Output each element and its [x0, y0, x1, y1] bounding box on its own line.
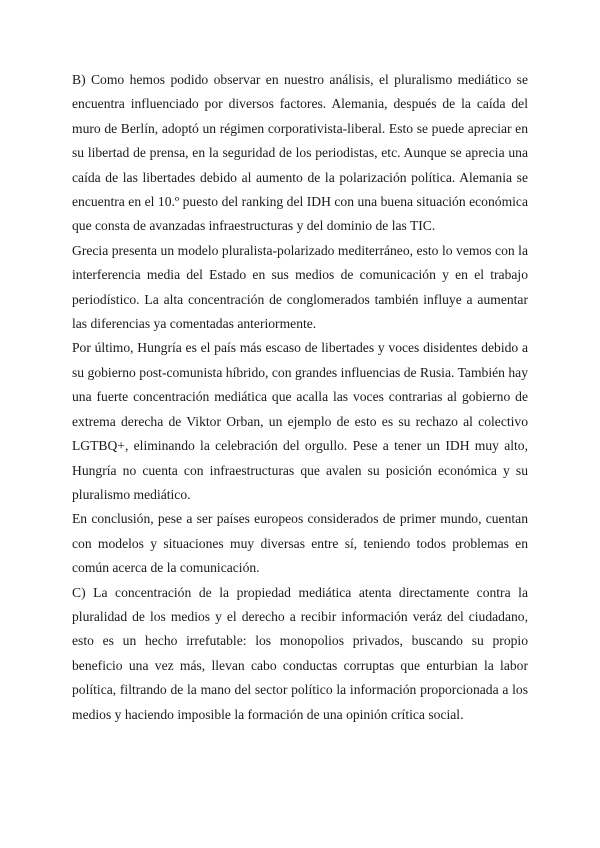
paragraph-hungary: Por último, Hungría es el país más escaso de libertades y voces disidentes debido a su gobierno post-comunista híbrido, con grandes influencias de Rusia. También hay una fuerte concentración mediática que acalla las voces contrarias al gobierno de extrema derecha de Viktor Orban, un ejemplo de esto es su rechazo al colectivo LGTBQ+, eliminando la celebración del orgullo. Pese a tener un IDH muy alto, Hungría no cuenta con infraestructuras que avalen su posición económica y su pluralismo mediático. [72, 340, 528, 502]
paragraph-greece: Grecia presenta un modelo pluralista-polarizado mediterráneo, esto lo vemos con la interferencia media del Estado en sus medios de comunicación y en el trabajo periodístico. La alta concentración de conglomerados también influye a aumentar las diferencias ya comentadas anteriormente. [72, 242, 528, 332]
paragraph-b-analysis: B) Como hemos podido observar en nuestro análisis, el pluralismo mediático se encuentra influenciado por diversos factores. Alemania, después de la caída del muro de Berlín, adoptó un régimen corporativista-liberal. Esto se puede apreciar en su libertad de prensa, en la seguridad de los periodistas, etc. Aunque se aprecia una caída de las libertades debido al aumento de la polarización política. Alemania se encuentra en el 10.º puesto del ranking del IDH con una buena situación económica que consta de avanzadas infraestructuras y del dominio de las TIC. [72, 72, 528, 234]
paragraph-c-concentration: C) La concentración de la propiedad mediática atenta directamente contra la pluralidad de los medios y el derecho a recibir información veráz del ciudadano, esto es un hecho irrefutable: los monopolios privados, buscando su propio beneficio una vez más, llevan cabo conductas corruptas que enturbian la labor política, filtrando de la mano del sector político la información proporcionada a los medios y haciendo imposible la formación de una opinión crítica social. [72, 584, 528, 722]
body-text [72, 68, 528, 727]
paragraph-conclusion: En conclusión, pese a ser países europeos considerados de primer mundo, cuentan con modelos y situaciones muy diversas entre sí, teniendo todos problemas en común acerca de la comunicación. [72, 511, 528, 576]
